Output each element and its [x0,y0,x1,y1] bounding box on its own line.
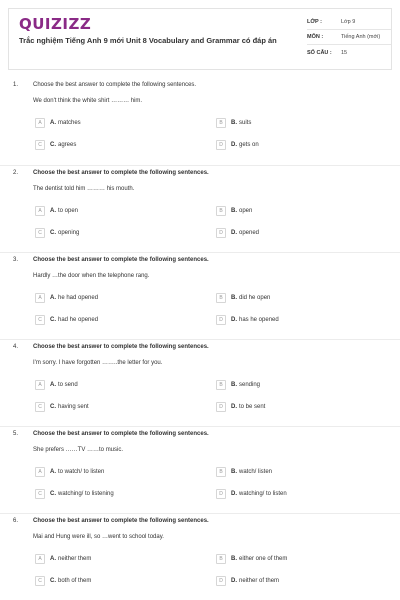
question-instruction: Choose the best answer to complete the following sentences. [33,431,209,437]
meta-label: LỚP : [307,19,322,25]
option-letter: A. [50,468,56,475]
option-box: D [216,228,226,238]
option-letter: A. [50,119,56,126]
question-6 [0,513,400,600]
option-b[interactable] [216,117,251,128]
question-number: 4. [13,344,19,350]
option-a[interactable] [35,292,98,303]
option-box: C [35,576,45,586]
option-a[interactable] [35,205,78,216]
option-text: to watch/ to listen [58,468,105,475]
option-letter: B. [231,119,237,126]
option-box: C [35,402,45,412]
option-letter: B. [231,555,237,562]
question-2 [0,165,400,252]
option-box: D [216,315,226,325]
option-text: having sent [58,403,89,410]
option-d[interactable] [216,401,265,412]
option-d[interactable] [216,575,279,586]
option-letter: B. [231,294,237,301]
option-box: C [35,140,45,150]
option-box: D [216,576,226,586]
option-text: to be sent [239,403,266,410]
option-c[interactable] [35,227,79,238]
meta-label: MÔN : [307,34,324,40]
question-instruction: Choose the best answer to complete the following sentences. [33,257,209,263]
option-letter: D. [231,141,237,148]
option-text: to send [58,381,78,388]
option-letter: B. [231,468,237,475]
option-letter: C. [50,229,56,236]
option-d[interactable] [216,488,287,499]
option-b[interactable] [216,379,260,390]
option-box: A [35,467,45,477]
meta-row-subject [307,30,391,45]
option-a[interactable] [35,553,91,564]
option-box: D [216,489,226,499]
option-box: C [35,228,45,238]
question-sentence: Mai and Hung were ill, so …went to school today. [33,534,164,540]
option-a[interactable] [35,466,104,477]
option-box: A [35,206,45,216]
option-text: watching/ to listen [239,490,287,497]
meta-row-class [307,15,391,30]
option-letter: A. [50,294,56,301]
option-b[interactable] [216,466,272,477]
option-text: sending [239,381,261,388]
question-number: 1. [13,82,19,88]
question-4 [0,339,400,426]
question-number: 2. [13,170,19,176]
option-text: watching/ to listening [58,490,114,497]
option-a[interactable] [35,379,78,390]
option-b[interactable] [216,292,270,303]
option-text: gets on [239,141,259,148]
option-text: both of them [58,577,92,584]
option-c[interactable] [35,314,98,325]
option-c[interactable] [35,401,89,412]
option-text: neither them [58,555,92,562]
meta-row-count [307,45,391,60]
question-number: 6. [13,518,19,524]
option-box: A [35,380,45,390]
option-letter: C. [50,141,56,148]
option-a[interactable] [35,117,81,128]
quizizz-logo: QUIZIZZ [19,15,92,33]
question-3 [0,252,400,339]
option-c[interactable] [35,575,91,586]
option-letter: C. [50,403,56,410]
option-c[interactable] [35,488,114,499]
question-sentence: I'm sorry. I have forgotten ……..the letter for you. [33,360,163,366]
meta-value: Tiếng Anh (mới) [341,34,381,40]
option-text: had he opened [58,316,99,323]
option-letter: A. [50,555,56,562]
option-letter: C. [50,577,56,584]
option-c[interactable] [35,139,76,150]
question-sentence: She prefers ……TV ……to music. [33,447,124,453]
option-letter: C. [50,316,56,323]
question-sentence: Hardly …the door when the telephone rang. [33,273,150,279]
option-letter: D. [231,229,237,236]
option-box: D [216,402,226,412]
question-5 [0,426,400,513]
question-instruction: Choose the best answer to complete the following sentences. [33,344,209,350]
option-box: A [35,293,45,303]
question-instruction: Choose the best answer to complete the following sentences. [33,518,209,524]
meta-value: 15 [341,49,348,56]
option-letter: B. [231,207,237,214]
option-d[interactable] [216,227,259,238]
option-text: matches [58,119,81,126]
option-box: B [216,554,226,564]
question-list [0,78,400,600]
option-letter: D. [231,403,237,410]
question-number: 3. [13,257,19,263]
option-box: A [35,554,45,564]
option-text: agrees [58,141,77,148]
option-box: B [216,467,226,477]
option-text: opened [239,229,260,236]
option-letter: D. [231,316,237,323]
option-text: opening [58,229,80,236]
option-text: open [239,207,253,214]
meta-label: SỐ CÂU : [307,49,332,56]
option-text: either one of them [239,555,288,562]
option-d[interactable] [216,139,259,150]
option-text: he had opened [58,294,99,301]
option-box: C [35,489,45,499]
option-letter: A. [50,207,56,214]
question-number: 5. [13,431,19,437]
option-box: B [216,118,226,128]
option-box: B [216,380,226,390]
question-1 [0,78,400,165]
page-title: Trắc nghiệm Tiếng Anh 9 mới Unit 8 Vocabulary and Grammar có đáp án [19,36,277,45]
option-letter: D. [231,577,237,584]
option-box: B [216,293,226,303]
question-instruction: Choose the best answer to complete the following sentences. [33,170,209,176]
worksheet-meta [307,15,391,60]
question-instruction: Choose the best answer to complete the following sentences. [33,82,197,88]
option-text: neither of them [239,577,280,584]
option-letter: C. [50,490,56,497]
option-box: D [216,140,226,150]
option-box: A [35,118,45,128]
option-box: B [216,206,226,216]
option-letter: A. [50,381,56,388]
option-box: C [35,315,45,325]
meta-value: Lớp 9 [341,19,356,25]
option-d[interactable] [216,314,279,325]
option-text: has he opened [239,316,279,323]
worksheet-header [8,8,392,70]
option-text: watch/ listen [239,468,273,475]
option-text: did he open [239,294,271,301]
option-text: to open [58,207,79,214]
option-b[interactable] [216,205,252,216]
option-b[interactable] [216,553,287,564]
question-sentence: The dentist told him ……… his mouth. [33,186,135,192]
option-letter: B. [231,381,237,388]
question-sentence: We don't think the white shirt ……… him. [33,98,143,104]
option-text: suits [239,119,252,126]
option-letter: D. [231,490,237,497]
